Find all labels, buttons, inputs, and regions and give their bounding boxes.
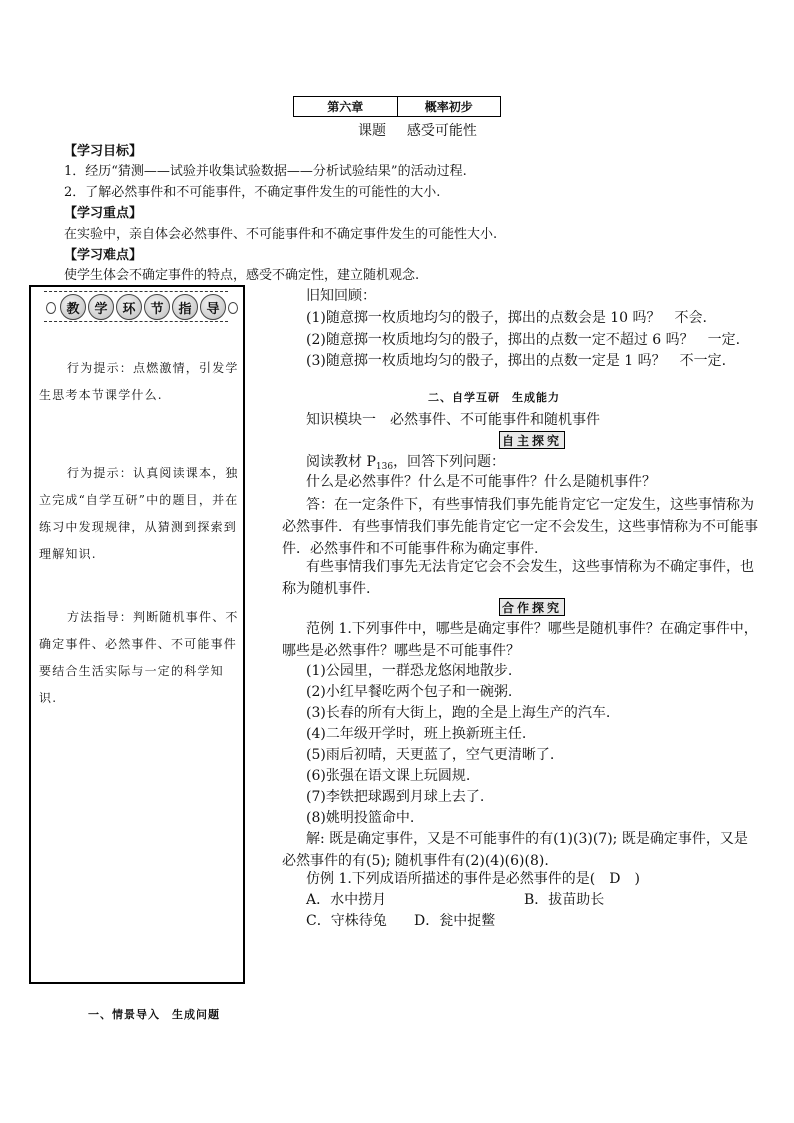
section1-heading: 一、情景导入 生成问题	[88, 1008, 220, 1021]
banner-char-2: 学	[88, 294, 114, 320]
list-item: (8)姚明投篮命中.	[306, 810, 415, 826]
imitation-question: 仿例 1.下列成语所描述的事件是必然事件的是( D )	[306, 871, 640, 887]
list-item: (7)李铁把球踢到月球上去了.	[306, 789, 485, 805]
list-item: (2)小红早餐吃两个包子和一碗粥.	[306, 684, 513, 700]
knowledge-module-title: 知识模块一 必然事件、不可能事件和随机事件	[306, 412, 600, 428]
option-a: A．水中捞月	[306, 892, 387, 908]
review-q2: (2)随意掷一枚质地均匀的骰子，掷出的点数一定不超过 6 吗？ 一定.	[306, 332, 741, 348]
review-heading: 旧知回顾：	[306, 288, 376, 304]
question-text: 什么是必然事件？什么是不可能事件？什么是随机事件？	[306, 474, 656, 490]
guide-tip-1: 行为提示：点燃激情，引发学生思考本节课学什么.	[39, 361, 239, 402]
reading-instruction: 阅读教材 $P_{136}$，回答下列问题：	[306, 454, 506, 472]
review-q1: (1)随意掷一枚质地均匀的骰子，掷出的点数会是 10 吗？ 不会.	[306, 310, 707, 326]
list-item: (3)长春的所有大街上，跑的全是上海生产的汽车.	[306, 705, 611, 721]
chapter-title: 概率初步	[424, 100, 473, 114]
key-points-heading: 【学习重点】	[64, 206, 143, 221]
self-study-label: 自主探究	[499, 431, 565, 449]
lesson-label: 课题	[358, 123, 386, 139]
answer-paragraph-1: 答：在一定条件下，有些事情我们事先能肯定它一定发生，这些事情称为必然事件．有些事情我们事先能肯定它一定不会发生，这些事情称为不可能事件．必然事件和不可能事件称为确定事件.	[282, 497, 758, 557]
guide-tip-2: 行为提示：认真阅读课本，独立完成“自学互研”中的题目，并在练习中发现规律，从猜测到探索到理解知识.	[39, 466, 239, 561]
cooperative-study-label: 合作探究	[499, 598, 565, 616]
guidance-banner	[38, 290, 234, 324]
banner-char-6: 导	[200, 294, 226, 320]
banner-char-3: 环	[116, 294, 142, 320]
difficulties-heading: 【学习难点】	[64, 248, 143, 263]
guide-tip-3: 方法指导：判断随机事件、不确定事件、必然事件、不可能事件要结合生活实际与一定的科学知识.	[39, 610, 239, 705]
list-item: (4)二年级开学时，班上换新班主任.	[306, 726, 527, 742]
objectives-heading: 【学习目标】	[64, 144, 143, 159]
banner-char-4: 节	[144, 294, 170, 320]
list-item: (5)雨后初晴，天更蓝了，空气更清晰了.	[306, 747, 555, 763]
section2-heading: 二、自学互研 生成能力	[428, 391, 560, 404]
objective-item-2: 2．了解必然事件和不可能事件，不确定事件发生的可能性的大小.	[64, 185, 441, 200]
objective-item-1: 1．经历“猜测——试验并收集试验数据——分析试验结果”的活动过程.	[64, 164, 467, 179]
list-item: (6)张强在语文课上玩圆规.	[306, 768, 471, 784]
chapter-header-box	[293, 96, 501, 117]
chapter-number: 第六章	[294, 97, 398, 116]
example-intro: 范例 1.下列事件中，哪些是确定事件？哪些是随机事件？在确定事件中，哪些是必然事件？哪些是不可能事件？	[282, 621, 758, 659]
lesson-title: 感受可能性	[406, 123, 477, 139]
scroll-left-icon	[46, 302, 56, 314]
banner-char-1: 教	[60, 294, 86, 320]
review-q3: (3)随意掷一枚质地均匀的骰子，掷出的点数一定是 1 吗？ 不一定.	[306, 353, 727, 369]
key-points-text: 在实验中，亲自体会必然事件、不可能事件和不确定事件发生的可能性大小.	[64, 227, 498, 242]
scroll-right-icon	[228, 302, 238, 314]
list-item: (1)公园里，一群恐龙悠闲地散步.	[306, 663, 513, 679]
option-d: D．瓮中捉鳖	[414, 913, 496, 929]
answer-paragraph-2: 有些事情我们事先无法肯定它会不会发生，这些事情称为不确定事件，也称为随机事件.	[282, 559, 754, 597]
solution-text: 解: 既是确定事件，又是不可能事件的有(1)(3)(7); 既是确定事件，又是必然事件的有(5); 随机事件有(2)(4)(6)(8).	[282, 831, 748, 869]
difficulties-text: 使学生体会不确定事件的特点，感受不确定性，建立随机观念.	[64, 268, 420, 283]
banner-char-5: 指	[172, 294, 198, 320]
option-b: B．拔苗助长	[524, 892, 605, 908]
option-c: C．守株待兔	[306, 913, 387, 929]
lesson-line	[358, 121, 477, 141]
